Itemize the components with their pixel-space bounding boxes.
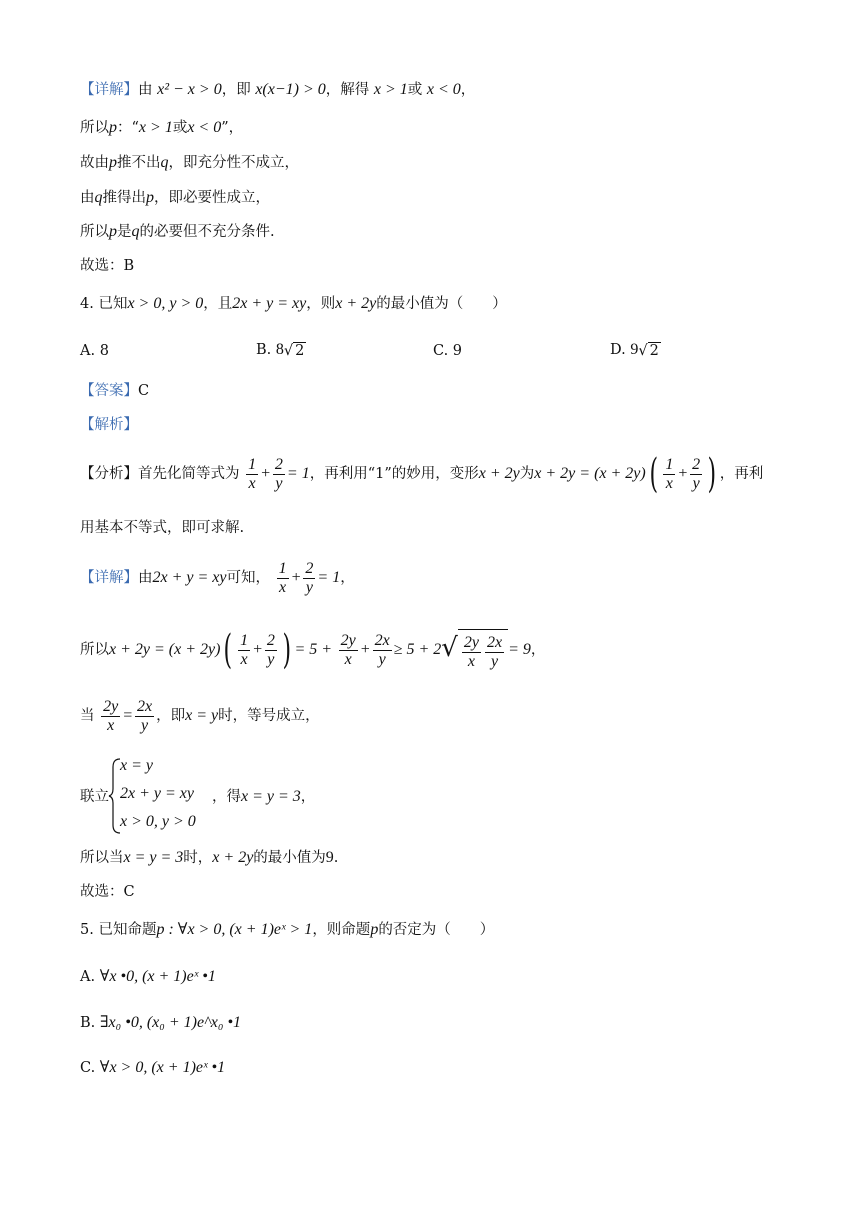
text: 推得出 [102,190,146,206]
math-var: p [109,223,117,240]
answer-value: C [138,383,150,399]
text: ：“ [117,120,139,136]
text: ”， [221,120,244,136]
text: 的必要但不充分条件. [139,224,275,240]
text: 4. 已知 [80,296,128,312]
math-var: q [94,189,103,206]
answer-line [80,381,149,401]
math-expr: = 9 [508,641,531,658]
math-expr: 2x + y = xy [152,569,227,586]
math-expr: x > 1 [138,119,173,136]
text: 故选：B [80,258,135,274]
answer-tag: 【答案】 [80,383,138,399]
math-expr: ≥ 5 + 2 [393,641,442,658]
math-expr: x + 2y [212,849,254,866]
q5-option-b: B. ∃x₀ •0, (x₀ + 1)e^x₀ •1 [80,1014,242,1031]
text: 当 [80,708,95,724]
text: 故由 [80,155,109,171]
fenxi-tag: 【分析】 [80,466,138,482]
fraction: $\frac{2}{y}$ [305,559,314,596]
text: 首先化简等式为 [138,466,240,482]
math-expr: x(x−1) > 0 [255,81,326,98]
math-var: q [131,223,140,240]
text: 或 [172,120,188,136]
math-expr: 9 [325,849,334,866]
inequality-line: 所以x + 2y = (x + 2y)( $\frac{1}{x}$ + $\frac{2}{y}$ ) = 5 + $\frac{2y}{x}$ + $\frac{2x}{y}$ ≥ 5 + 2√ $\frac{2y}{x}$ $\frac{2x}{y}$ = 9， [80,627,546,673]
text: ，解得 [325,82,370,98]
math-var: p [109,119,117,136]
analysis-heading [80,415,138,435]
text: ，再利用“1”的妙用，变形 [309,466,479,482]
fraction: $\frac{2y}{x}$ [103,697,119,734]
text: ，则命题 [312,922,371,938]
fraction: $\frac{1}{x}$ [278,559,287,596]
math-expr: x > 0, y > 0 [127,295,204,312]
option-b: B. 8√ 2 [256,341,305,359]
detail-tag: 【详解】 [80,82,138,98]
text: 所以 [80,120,109,136]
text: 所以 [80,224,109,240]
fraction: $\frac{2}{y}$ [266,631,275,668]
text: ， [530,642,546,658]
sqrt-symbol: √ 2 [638,342,659,359]
text: 联立 [80,789,109,805]
system-row-1: x = y [120,757,153,774]
system-row-2: 2x + y = xy [120,785,194,802]
fraction: $\frac{2}{y}$ [274,455,283,492]
math-expr: ∀x > 0, (x + 1)eˣ •1 [99,1059,226,1076]
math-expr: p : ∀x > 0, (x + 1)eˣ > 1 [156,921,313,938]
text: 由 [138,82,153,98]
math-expr: 9 [630,341,639,358]
xiangjie-line: 【详解】由2x + y = xy可知， $\frac{1}{x}$ + $\frac{2}{y}$ = 1， [80,559,355,596]
detail-line-3 [80,153,299,173]
detail-line-4 [80,188,270,208]
text: ， [300,789,316,805]
detail-line-2 [80,118,243,138]
q5-option-c: C. ∀x > 0, (x + 1)eˣ •1 [80,1059,226,1076]
math-expr: x = y = 3 [241,788,301,805]
text: 或 [407,82,423,98]
math-expr: x > 1 [373,81,408,98]
fraction: $\frac{1}{x}$ [665,455,674,492]
text: ，即 [156,708,186,724]
conclusion-line [80,848,338,868]
math-expr: x < 0 [426,81,461,98]
fraction: $\frac{2x}{y}$ [137,697,153,734]
math-expr: ∃x₀ •0, (x₀ + 1)e^x₀ •1 [99,1014,242,1031]
option-d: D. 9√ 2 [610,341,659,359]
text: ，得 [212,789,241,805]
option-c: C. 9 [433,343,463,359]
math-var: p [146,189,154,206]
text: 故选：C [80,884,135,900]
text: 所以 [80,642,109,658]
sqrt-symbol: √ $\frac{2y}{x}$ $\frac{2x}{y}$ [441,626,508,674]
text: ，即 [221,82,251,98]
question-4 [80,294,507,314]
text: ，即充分性不成立， [168,155,299,171]
text: 的最小值为 [253,850,326,866]
math-expr: 8 [275,341,284,358]
text: 可知， [226,570,270,586]
detail-line-5 [80,222,275,242]
fraction: $\frac{1}{x}$ [240,631,249,668]
sqrt-symbol: √ 2 [283,342,305,359]
text: ，再利 [719,466,764,482]
text: 5. 已知命题 [80,922,157,938]
math-expr: x = y = 3 [123,849,184,866]
math-expr: x = y [185,707,219,724]
system-row-3: x > 0, y > 0 [120,813,196,830]
math-expr: x + 2y [478,465,520,482]
text: 由 [138,570,153,586]
math-expr: = 5 + [294,641,333,658]
text: 的最小值为（ ） [376,296,507,312]
fenxi-line-2 [80,518,244,538]
text: ，则 [306,296,336,312]
text: ， [460,82,476,98]
text: 时，等号成立， [218,708,320,724]
option-a: A. 8 [80,343,109,359]
text: 时， [183,850,213,866]
fenxi-line: 【分析】首先化简等式为 $\frac{1}{x}$ + $\frac{2}{y}$ = 1，再利用“1”的妙用，变形x + 2y为x + 2y = (x + 2y)( $\frac{1}{x}$ + $\frac{2}{y}$ ) ，再利 [80,451,764,497]
math-var: q [160,154,169,171]
equality-condition-line: 当 $\frac{2y}{x}$ = $\frac{2x}{y}$ ，即x = y时，等号成立， [80,697,320,734]
fraction: $\frac{1}{x}$ [248,455,257,492]
text: ，且 [203,296,233,312]
math-var: p [370,921,379,938]
detail-line-1 [80,80,475,100]
text: 所以当 [80,850,124,866]
math-expr: ∀x •0, (x + 1)eˣ •1 [99,968,216,985]
math-expr: 2x + y = xy [232,295,307,312]
math-expr: x + 2y = (x + 2y) [109,641,221,658]
analysis-tag: 【解析】 [80,417,138,433]
choice-line-b [80,256,134,276]
text: ， [340,570,355,586]
fraction: $\frac{2y}{x}$ [340,631,356,668]
text: . [333,850,339,866]
fraction: $\frac{2}{y}$ [692,455,701,492]
detail-tag: 【详解】 [80,570,138,586]
math-expr: x < 0 [187,119,222,136]
text: 的否定为（ ） [378,922,495,938]
q5-option-a: A. ∀x •0, (x + 1)eˣ •1 [80,968,216,985]
math-var: p [109,154,117,171]
text: 由 [80,190,95,206]
question-5 [80,920,494,940]
text: ，即必要性成立， [154,190,270,206]
choice-line-c [80,882,135,902]
text: 推不出 [117,155,161,171]
text: 用基本不等式，即可求解. [80,520,245,536]
text: 是 [117,224,132,240]
text: 为 [519,466,535,482]
math-expr: x² − x > 0 [157,81,222,98]
fraction: $\frac{2x}{y}$ [374,631,390,668]
math-expr: x + 2y [335,295,377,312]
math-expr: x + 2y = (x + 2y) [534,465,646,482]
